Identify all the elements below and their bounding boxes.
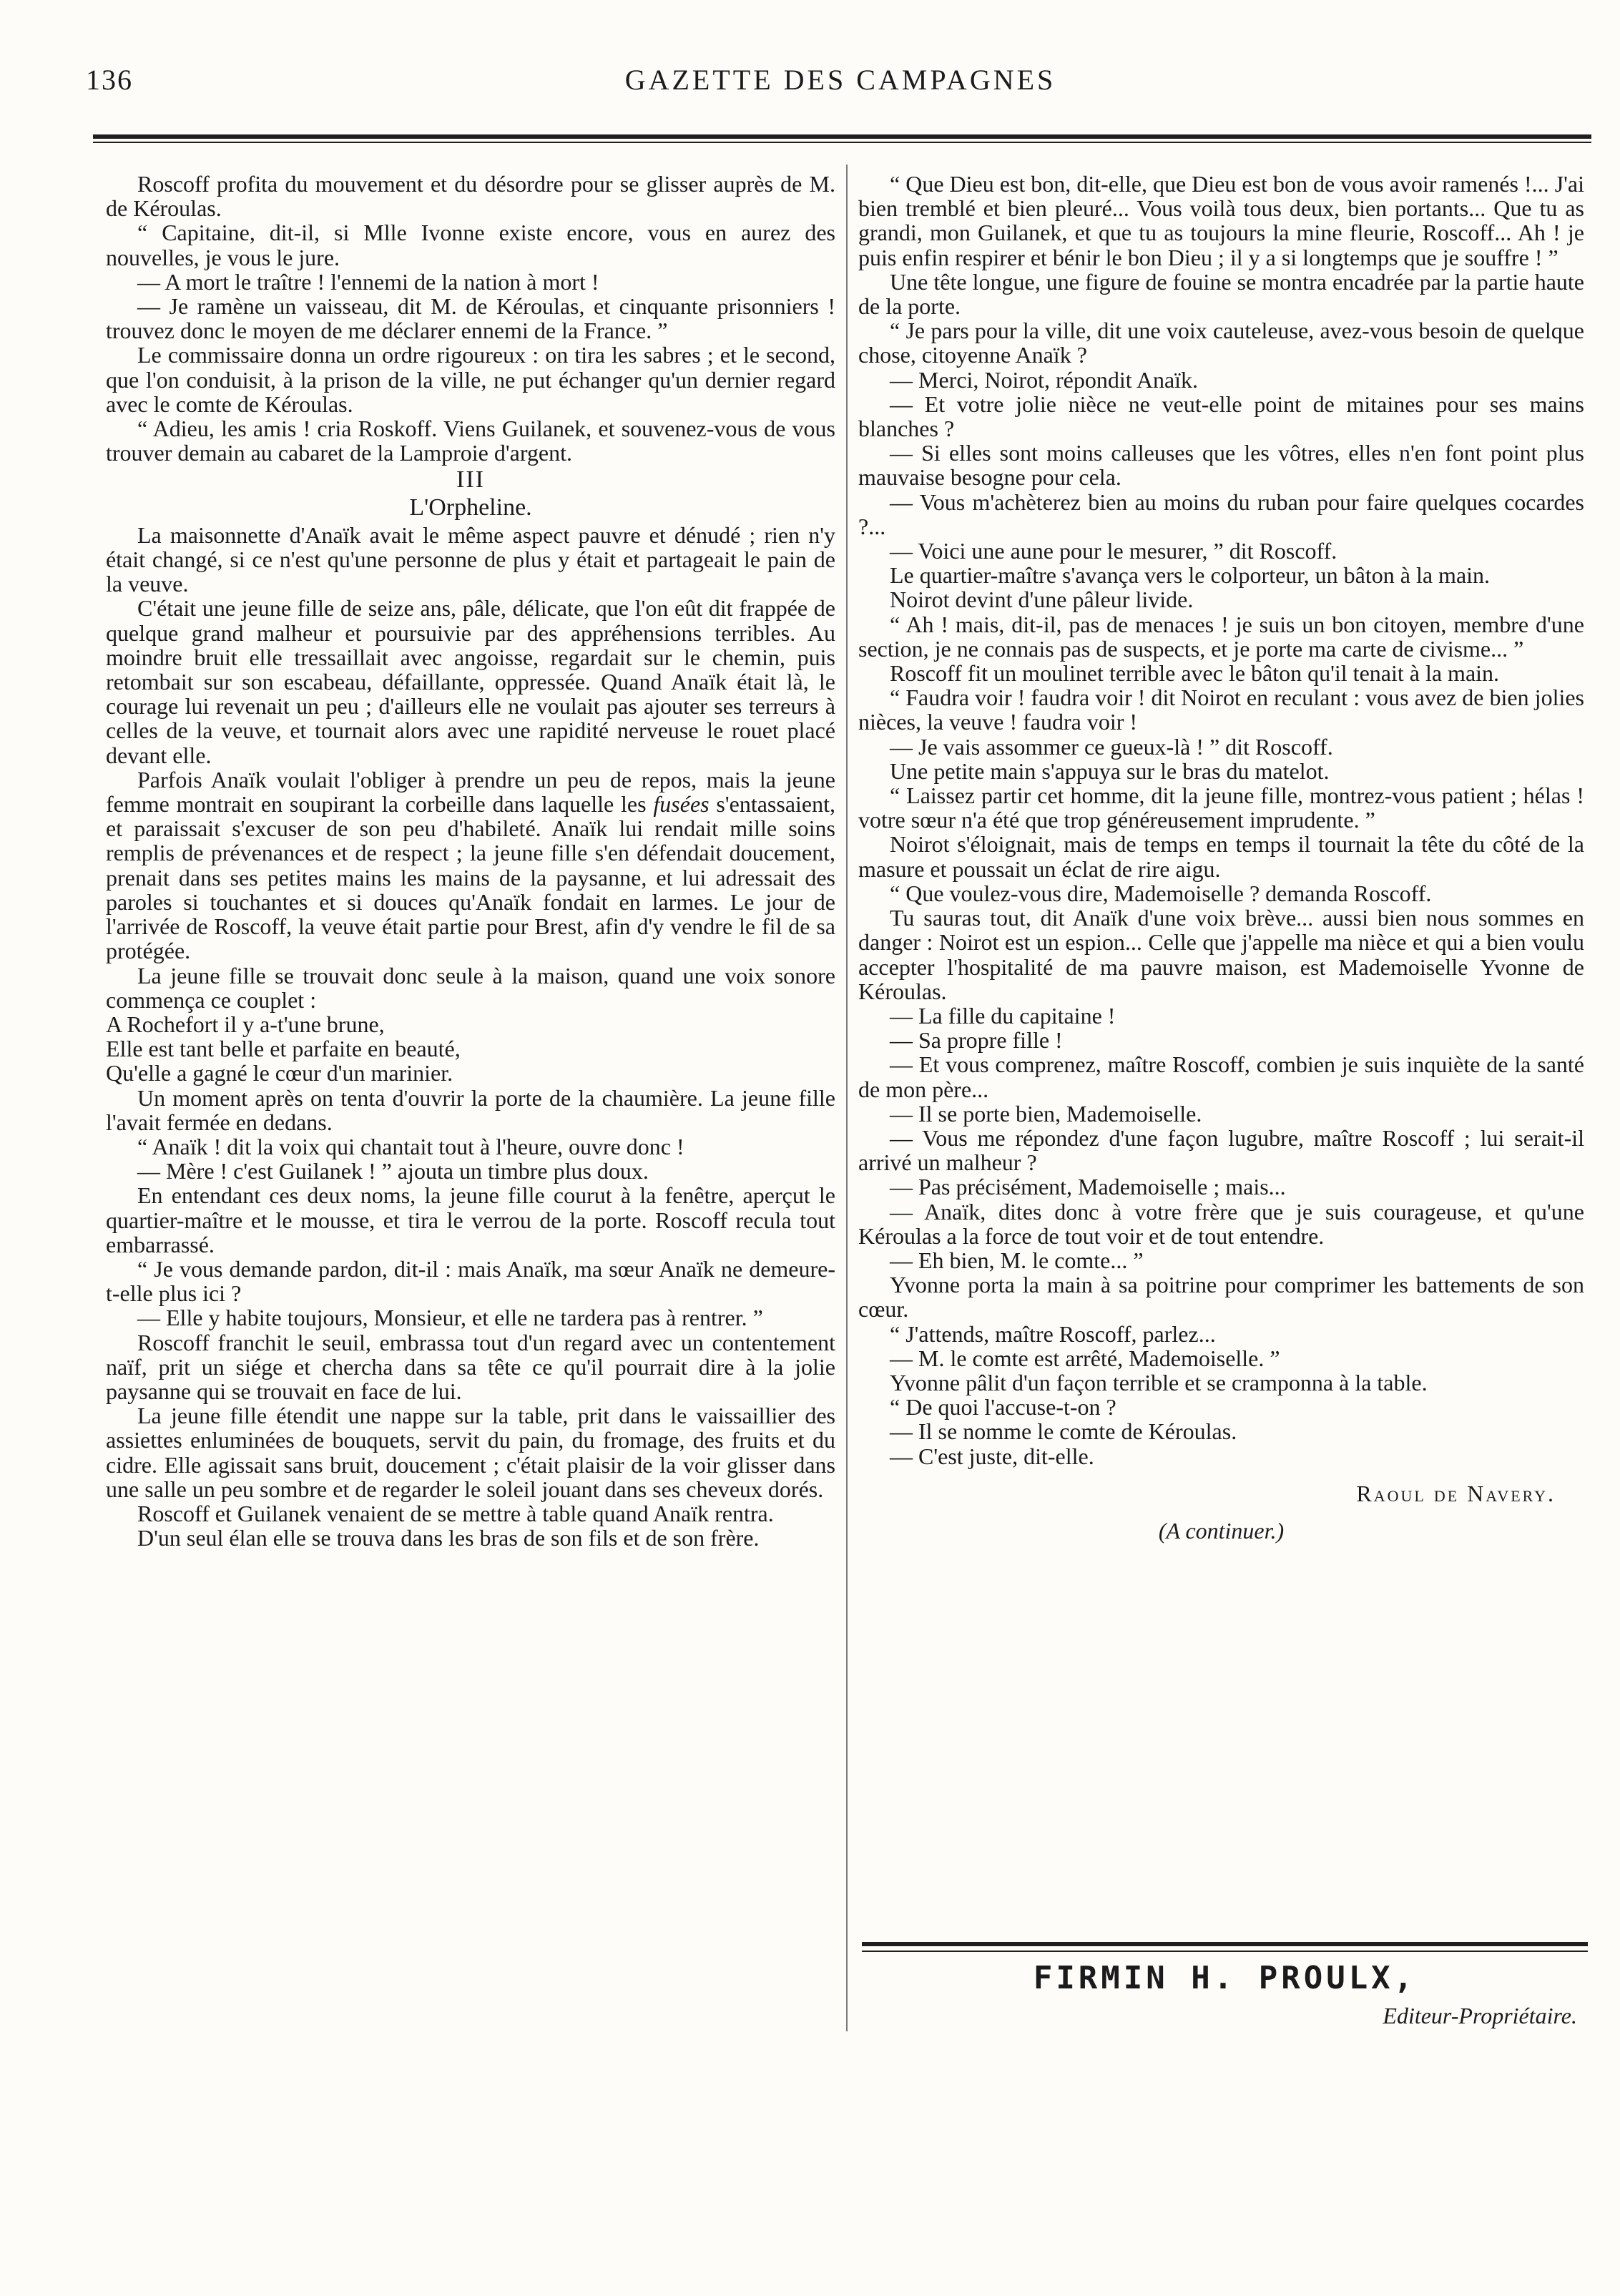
paragraph: “ J'attends, maître Roscoff, parlez... bbox=[890, 1320, 1216, 1347]
publisher-role: Editeur-Propriétaire. bbox=[1383, 2003, 1577, 2028]
section-title: L'Orpheline. bbox=[409, 494, 532, 521]
paragraph: — Mère ! c'est Guilanek ! ” ajouta un timbre plus doux. bbox=[137, 1158, 649, 1184]
continuation-note: (A continuer.) bbox=[1158, 1517, 1285, 1544]
paragraph: — Il se nomme le comte de Kéroulas. bbox=[890, 1418, 1237, 1445]
column-divider bbox=[846, 165, 848, 2031]
paragraph: “ De quoi l'accuse-t-on ? bbox=[890, 1394, 1116, 1421]
paragraph: “ Adieu, les amis ! cria Roskoff. Viens Guilanek, et souvenez-vous de vous trouver demain au cabaret de la Lamproie d'argent. bbox=[106, 416, 835, 466]
paragraph: “ Anaïk ! dit la voix qui chantait tout à l'heure, ouvre donc ! bbox=[137, 1133, 684, 1159]
footer-rule-thick bbox=[862, 1942, 1588, 1946]
paragraph: “ Que voulez-vous dire, Mademoiselle ? demanda Roscoff. bbox=[890, 880, 1432, 906]
paragraph: — Il se porte bien, Mademoiselle. bbox=[890, 1100, 1202, 1127]
journal-title: GAZETTE DES CAMPAGNES bbox=[624, 64, 1056, 96]
paragraph: “ Capitaine, dit-il, si Mlle Ivonne existe encore, vous en aurez des nouvelles, je vous le jure. bbox=[106, 220, 835, 270]
paragraph: — Voici une aune pour le mesurer, ” dit Roscoff. bbox=[890, 538, 1337, 564]
verse-line: Elle est tant belle et parfaite en beauté, bbox=[106, 1036, 461, 1062]
left-column bbox=[106, 172, 835, 1550]
paragraph-text: s'entassaient, et paraissait s'excuser de son peu d'habileté. Anaïk lui rendait mille soins remplis de prévenances et de respect ; la jeune fille s'en défendait doucement, prenait dans ses petites mains les mains de la paysanne, et lui adressait des paroles si touchantes et si douces qu'Anaïk fondait en larmes. Le jour de l'arrivée de Roscoff, la veuve était partie pour Brest, afin d'y vendre le fil de sa protégée. bbox=[106, 791, 836, 964]
paragraph: — C'est juste, dit-elle. bbox=[890, 1443, 1094, 1469]
paragraph: — Vous m'achèterez bien au moins du ruban pour faire quelques cocardes ?... bbox=[858, 489, 1584, 539]
paragraph: “ Je vous demande pardon, dit-il : mais Anaïk, ma sœur Anaïk ne demeure-t-elle plus ici ? bbox=[106, 1255, 835, 1307]
verse-line: A Rochefort il y a-t'une brune, bbox=[106, 1011, 385, 1037]
paragraph: — A mort le traître ! l'ennemi de la nation à mort ! bbox=[137, 268, 599, 295]
paragraph: — Anaïk, dites donc à votre frère que je suis courageuse, et qu'une Kéroulas a la force de tout voir et de tout entendre. bbox=[858, 1198, 1584, 1249]
header-rule-thick bbox=[93, 134, 1591, 139]
paragraph: “ Ah ! mais, dit-il, pas de menaces ! je suis un bon citoyen, membre d'une section, je ne connais pas de suspects, et je porte ma carte de civisme... ” bbox=[858, 611, 1584, 662]
paragraph: Roscoff et Guilanek venaient de se mettre à table quand Anaïk rentra. bbox=[137, 1500, 774, 1526]
paragraph: “ Que Dieu est bon, dit-elle, que Dieu est bon de vous avoir ramenés !... J'ai bien tremblé et bien pleuré... Vous voilà tous deux, bien portants... Que tu as grandi, mon Guilanek, et que tu as toujours la mine fleurie, Roscoff... Ah ! je puis enfin respirer et bénir le bon Dieu ; il y a si longtemps que je souffre ! ” bbox=[858, 171, 1584, 270]
paragraph: Noirot s'éloignait, mais de temps en temps il tournait la tête du côté de la masure et poussait un éclat de rire aigu. bbox=[858, 831, 1584, 882]
paragraph: — Si elles sont moins calleuses que les vôtres, elles n'en font point plus mauvaise besogne pour cela. bbox=[858, 440, 1584, 491]
paragraph: Roscoff fit un moulinet terrible avec le bâton qu'il tenait à la main. bbox=[890, 660, 1500, 687]
publisher-name: FIRMIN H. PROULX, bbox=[1033, 1960, 1417, 1996]
paragraph: Yvonne pâlit d'un façon terrible et se cramponna à la table. bbox=[890, 1369, 1428, 1395]
page-header bbox=[86, 63, 1595, 113]
paragraph: En entendant ces deux noms, la jeune fille courut à la fenêtre, aperçut le quartier-maître et le mousse, et tira le verrou de la porte. Roscoff recula tout embarrassé. bbox=[106, 1182, 835, 1257]
paragraph: Une petite main s'appuya sur le bras du matelot. bbox=[890, 757, 1330, 784]
paragraph: D'un seul élan elle se trouva dans les bras de son fils et de son frère. bbox=[137, 1525, 760, 1551]
paragraph: — Je ramène un vaisseau, dit M. de Kéroulas, et cinquante prisonniers ! trouvez donc le moyen de me déclarer ennemi de la France. ” bbox=[106, 293, 835, 344]
paragraph: Un moment après on tenta d'ouvrir la porte de la chaumière. La jeune fille l'avait fermée en dedans. bbox=[106, 1084, 835, 1135]
italic-word: fusées bbox=[653, 791, 710, 818]
paragraph: “ Je pars pour la ville, dit une voix cauteleuse, avez-vous besoin de quelque chose, citoyenne Anaïk ? bbox=[858, 318, 1584, 368]
paragraph bbox=[106, 767, 835, 963]
paragraph: — Elle y habite toujours, Monsieur, et elle ne tardera pas à rentrer. ” bbox=[137, 1305, 763, 1331]
author-signature: Raoul de Navery. bbox=[1356, 1480, 1556, 1506]
page-number: 136 bbox=[86, 64, 133, 96]
paragraph: Une tête longue, une figure de fouine se montra encadrée par la partie haute de la porte. bbox=[858, 268, 1584, 320]
paragraph: — Sa propre fille ! bbox=[890, 1027, 1063, 1054]
paragraph: Le quartier-maître s'avança vers le colporteur, un bâton à la main. bbox=[890, 562, 1491, 589]
verse-line: Qu'elle a gagné le cœur d'un marinier. bbox=[106, 1060, 453, 1086]
paragraph-text: Parfois Anaïk voulait l'obliger à prendre un peu de repos, mais la jeune femme montrait en soupirant la corbeille dans laquelle les bbox=[106, 766, 835, 818]
paragraph: La jeune fille se trouvait donc seule à la maison, quand une voix sonore commença ce couplet : bbox=[106, 962, 835, 1013]
paragraph: La maisonnette d'Anaïk avait le même aspect pauvre et dénudé ; rien n'y était changé, si ce n'est qu'une personne de plus y était et partageait le pain de la veuve. bbox=[106, 521, 835, 597]
paragraph: Yvonne porta la main à sa poitrine pour comprimer les battements de son cœur. bbox=[858, 1272, 1584, 1323]
paragraph: — Pas précisément, Mademoiselle ; mais... bbox=[890, 1174, 1286, 1200]
right-column bbox=[858, 172, 1584, 1543]
paragraph: Tu sauras tout, dit Anaïk d'une voix brève... aussi bien nous sommes en danger : Noirot est un espion... Celle que j'appelle ma nièce et qui a bien voulu accepter l'hospitalité de ma pauvre maison, est Mademoiselle Yvonne de Kéroulas. bbox=[858, 905, 1584, 1004]
paragraph: “ Faudra voir ! faudra voir ! dit Noirot en reculant : vous avez de bien jolies nièces, la veuve ! faudra voir ! bbox=[858, 685, 1584, 735]
paragraph: Roscoff franchit le seuil, embrassa tout d'un regard avec un contentement naïf, prit un siége et chercha dans sa tête ce qu'il pourrait dire à la jolie paysanne qui se trouvait en face de lui. bbox=[106, 1329, 835, 1404]
section-number: III bbox=[456, 466, 485, 494]
paragraph: Noirot devint d'une pâleur livide. bbox=[890, 587, 1194, 613]
paragraph: — Merci, Noirot, répondit Anaïk. bbox=[890, 366, 1199, 393]
footer-rule-thin bbox=[862, 1951, 1588, 1952]
paragraph: Le commissaire donna un ordre rigoureux : on tira les sabres ; et le second, que l'on conduisit, à la prison de la ville, ne put échanger qu'un dernier regard avec le comte de Kéroulas. bbox=[106, 342, 835, 417]
paragraph: — La fille du capitaine ! bbox=[890, 1002, 1116, 1029]
paragraph: “ Laissez partir cet homme, dit la jeune fille, montrez-vous patient ; hélas ! votre sœur n'a été que trop généreusement imprudente. ” bbox=[858, 782, 1584, 833]
paragraph: — Et vous comprenez, maître Roscoff, combien je suis inquiète de la santé de mon père... bbox=[858, 1051, 1584, 1102]
paragraph: — Je vais assommer ce gueux-là ! ” dit Roscoff. bbox=[890, 733, 1333, 760]
paragraph: Roscoff profita du mouvement et du désordre pour se glisser auprès de M. de Kéroulas. bbox=[106, 171, 835, 222]
paragraph: — Et votre jolie nièce ne veut-elle point de mitaines pour ses mains blanches ? bbox=[858, 391, 1584, 442]
paragraph: — M. le comte est arrêté, Mademoiselle. ” bbox=[890, 1345, 1280, 1371]
paragraph: — Vous me répondez d'une façon lugubre, maître Roscoff ; lui serait-il arrivé un malheur ? bbox=[858, 1124, 1584, 1176]
paragraph: C'était une jeune fille de seize ans, pâle, délicate, que l'on eût dit frappée de quelque grand malheur et poursuivie par des appréhensions terribles. Au moindre bruit elle tressaillait avec angoisse, regardait sur le chemin, puis retombait sur son escabeau, défaillante, oppressée. Quand Anaïk était là, le courage lui revenait un peu ; d'ailleurs elle ne voulait pas ajouter ses terreurs à celles de la veuve, et tournait alors avec une rapidité nerveuse le rouet placé devant elle. bbox=[106, 595, 835, 768]
paragraph: La jeune fille étendit une nappe sur la table, prit dans le vaissaillier des assiettes enluminées de bouquets, servit du pain, du fromage, des fruits et du cidre. Elle agissait sans bruit, doucement ; c'était plaisir de la voir glisser dans une salle un peu sombre et de regarder le soleil jouant dans ses cheveux dorés. bbox=[106, 1403, 835, 1502]
paragraph: — Eh bien, M. le comte... ” bbox=[890, 1247, 1144, 1273]
header-rule-thin bbox=[93, 142, 1591, 143]
